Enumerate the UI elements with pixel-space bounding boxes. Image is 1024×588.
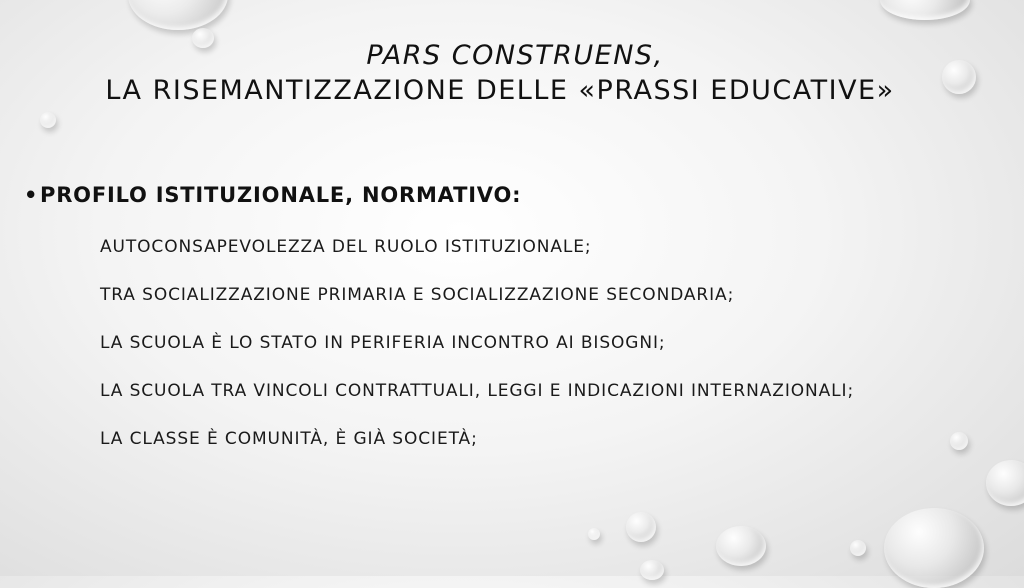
water-drop-decoration <box>128 0 228 30</box>
water-drop-decoration <box>640 560 664 580</box>
water-drop-decoration <box>40 112 56 128</box>
water-drop-decoration <box>950 432 968 450</box>
list-item: AUTOCONSAPEVOLEZZA DEL RUOLO ISTITUZIONALE; <box>100 237 592 257</box>
title-line-1: PARS CONSTRUENS, <box>366 40 664 71</box>
water-drop-decoration <box>626 512 656 542</box>
list-item: TRA SOCIALIZZAZIONE PRIMARIA E SOCIALIZZAZIONE SECONDARIA; <box>100 285 735 305</box>
bullet-marker: • <box>24 183 39 207</box>
water-drop-decoration <box>716 526 766 566</box>
water-drop-decoration <box>986 460 1024 506</box>
water-drop-decoration <box>588 528 600 540</box>
water-drop-decoration <box>880 0 970 20</box>
bullet-heading <box>24 183 521 207</box>
bullet-heading-text: PROFILO ISTITUZIONALE, NORMATIVO: <box>40 183 522 207</box>
list-item: LA SCUOLA È LO STATO IN PERIFERIA INCONTRO AI BISOGNI; <box>100 333 666 353</box>
sub-item-list <box>100 232 854 472</box>
water-drop-decoration <box>850 540 866 556</box>
list-item: LA CLASSE È COMUNITÀ, È GIÀ SOCIETÀ; <box>100 429 478 449</box>
slide-title <box>0 38 1000 108</box>
list-item: LA SCUOLA TRA VINCOLI CONTRATTUALI, LEGGI E INDICAZIONI INTERNAZIONALI; <box>100 381 855 401</box>
title-line-2: LA RISEMANTIZZAZIONE DELLE «PRASSI EDUCATIVE» <box>105 75 895 106</box>
water-drop-decoration <box>884 508 984 588</box>
